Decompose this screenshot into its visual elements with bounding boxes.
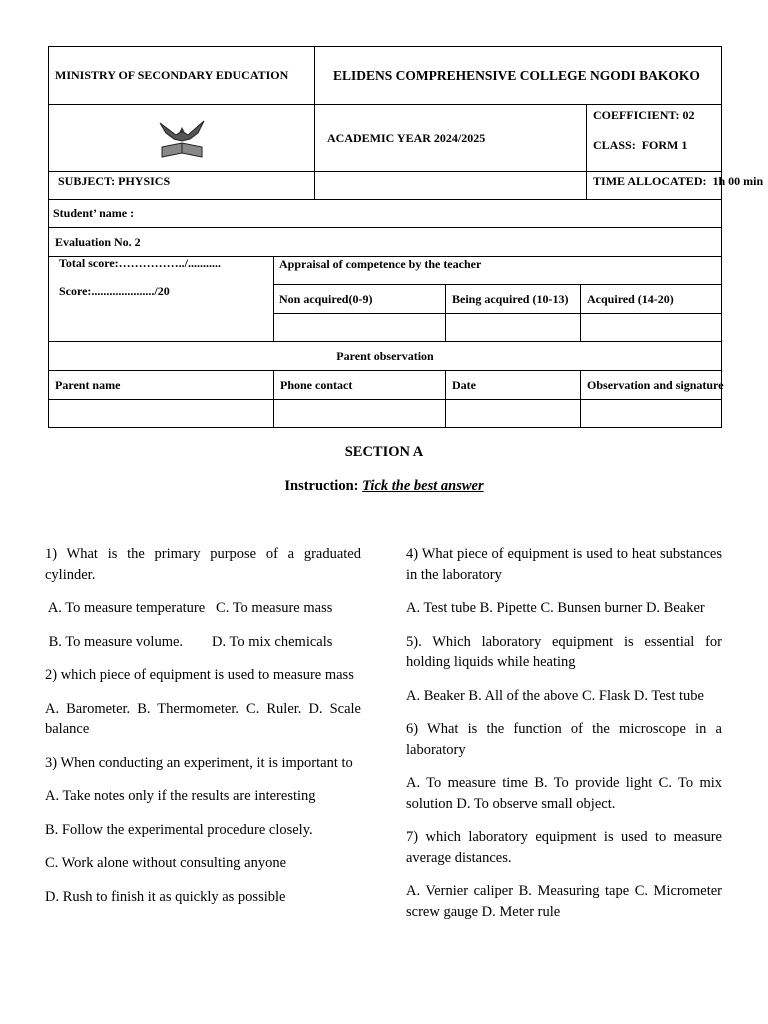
header-table	[48, 46, 764, 428]
question-text: 5). Which laboratory equipment is essential for holding liquids while heating	[406, 633, 722, 670]
parent-observation-label: Parent observation	[49, 342, 722, 371]
school-name: ELIDENS COMPREHENSIVE COLLEGE NGODI BAKOKO	[315, 47, 722, 105]
instruction-text: Tick the best answer	[362, 478, 484, 494]
evaluation-number: Evaluation No. 2	[49, 228, 722, 257]
question-text: 4) What piece of equipment is used to heat substances in the laboratory	[406, 546, 722, 583]
answer-options[interactable]: B. To measure volume. D. To mix chemicals	[45, 633, 333, 650]
answer-option[interactable]: B. Follow the experimental procedure closely.	[45, 821, 313, 838]
score-cell	[49, 257, 274, 342]
ministry-label: MINISTRY OF SECONDARY EDUCATION	[49, 47, 315, 105]
subject-label: SUBJECT: PHYSICS	[49, 172, 315, 200]
answer-option[interactable]: D. Rush to finish it as quickly as possible	[45, 888, 286, 905]
parent-name-label: Parent name	[49, 371, 274, 400]
question-text: 3) When conducting an experiment, it is important to	[45, 754, 353, 771]
answer-option[interactable]: C. Work alone without consulting anyone	[45, 855, 287, 871]
answer-options[interactable]: A. Vernier caliper B. Measuring tape C. Micrometer screw gauge D. Meter rule	[406, 883, 722, 920]
question-text: 6) What is the function of the microscope in a laboratory	[406, 721, 722, 758]
parent-name-box[interactable]	[49, 400, 274, 428]
question-text: 2) which piece of equipment is used to measure mass	[45, 667, 354, 683]
instruction	[0, 478, 768, 495]
date-label: Date	[446, 371, 581, 400]
answer-options[interactable]: A. Test tube B. Pipette C. Bunsen burner D. Beaker	[406, 600, 705, 616]
answer-options[interactable]: A. Beaker B. All of the above C. Flask D. Test tube	[406, 687, 704, 704]
coefficient-class-cell	[587, 105, 722, 172]
phone-contact-label: Phone contact	[274, 371, 446, 400]
non-acquired-label: Non acquired(0-9)	[274, 285, 446, 314]
school-logo-icon	[152, 113, 212, 163]
phone-contact-box[interactable]	[274, 400, 446, 428]
answer-options[interactable]: A. To measure temperature C. To measure mass	[45, 600, 333, 616]
blank-cell	[315, 172, 587, 200]
questions-left-column	[45, 544, 361, 920]
total-score: Total score:……………../...........	[59, 256, 221, 270]
coefficient: COEFFICIENT: 02	[593, 108, 695, 122]
acquired-box[interactable]	[581, 314, 722, 342]
section-title: SECTION A	[344, 444, 424, 460]
observation-signature-box[interactable]	[581, 400, 722, 428]
question-text: 7) which laboratory equipment is used to measure average distances.	[406, 829, 722, 866]
questions-right-column	[406, 544, 722, 935]
academic-year: ACADEMIC YEAR 2024/2025	[315, 105, 587, 172]
logo-cell	[49, 105, 315, 172]
instruction-label: Instruction:	[284, 478, 359, 494]
student-name-field: Student’ name :	[49, 200, 722, 228]
date-box[interactable]	[446, 400, 581, 428]
answer-options[interactable]: A. Barometer. B. Thermometer. C. Ruler. D. Scale balance	[45, 700, 361, 737]
acquired-label: Acquired (14-20)	[581, 285, 722, 314]
appraisal-label: Appraisal of competence by the teacher	[274, 257, 722, 285]
score: Score:...................../20	[59, 284, 170, 298]
class-label: CLASS: FORM 1	[593, 138, 688, 152]
answer-option[interactable]: A. Take notes only if the results are interesting	[45, 788, 316, 804]
answer-options[interactable]: A. To measure time B. To provide light C. To mix solution D. To observe small object.	[406, 775, 722, 812]
question-text: 1) What is the primary purpose of a graduated cylinder.	[45, 546, 361, 583]
non-acquired-box[interactable]	[274, 314, 446, 342]
being-acquired-label: Being acquired (10-13)	[446, 285, 581, 314]
time-allocated: TIME ALLOCATED: 1h 00 min	[587, 172, 722, 200]
being-acquired-box[interactable]	[446, 314, 581, 342]
observation-signature-label: Observation and signature	[581, 371, 722, 400]
